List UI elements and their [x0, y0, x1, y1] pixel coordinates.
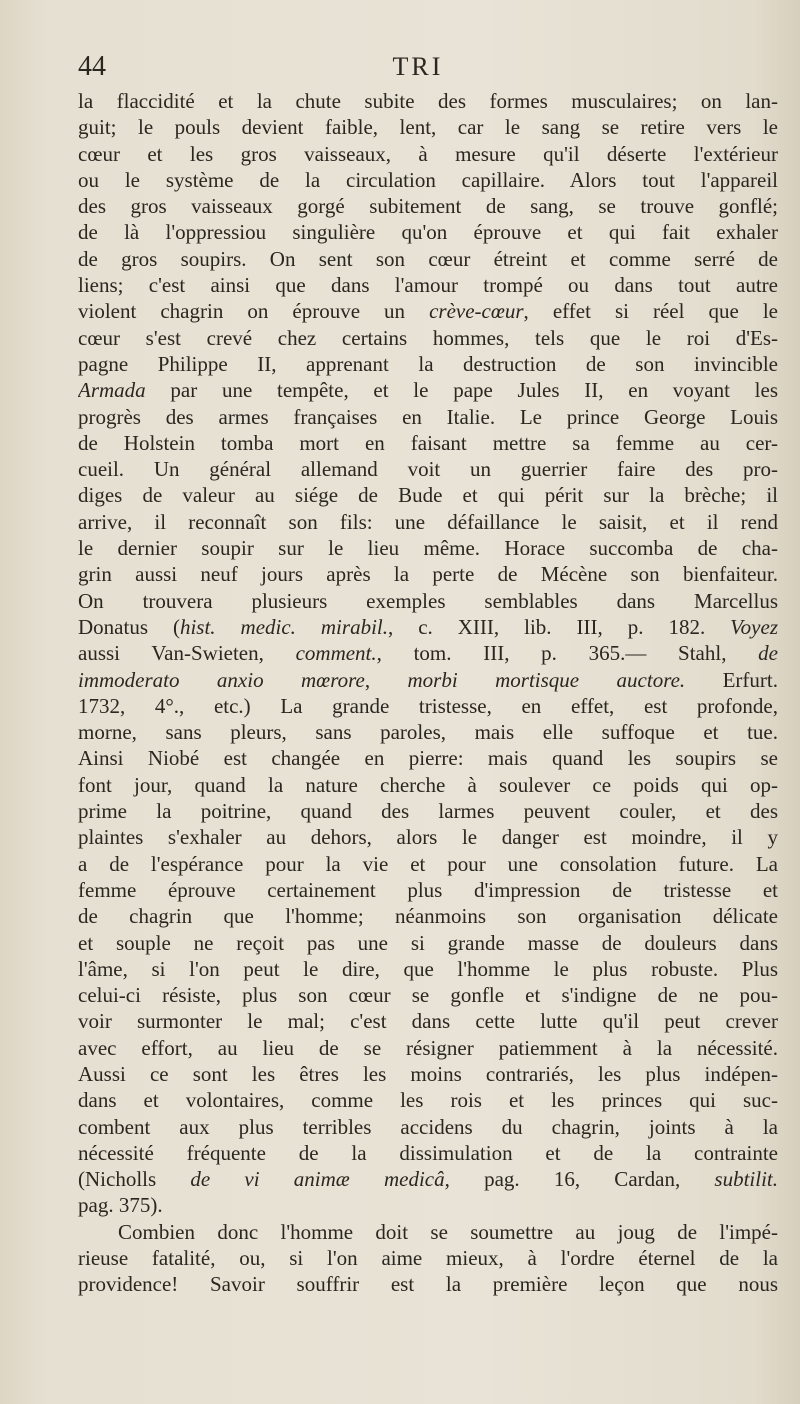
text-line [78, 719, 778, 745]
text-segment: , [364, 667, 408, 692]
text-line [78, 377, 778, 403]
text-line [78, 1140, 778, 1166]
text-segment: le dernier soupir sur le lieu même. Horace succomba de cha- [78, 536, 778, 561]
text-line [78, 167, 778, 193]
text-segment: voir surmonter le mal; c'est dans cette lutte qu'il peut crever [78, 1009, 778, 1034]
text-line [78, 1219, 778, 1245]
text-line [78, 351, 778, 377]
text-segment: grin aussi neuf jours après la perte de Mécène son bienfaiteur. [78, 562, 778, 587]
text-segment: combent aux plus terribles accidens du chagrin, joints à la [78, 1114, 778, 1139]
text-segment: femme éprouve certainement plus d'impression de tristesse et [78, 877, 778, 902]
text-line [78, 298, 778, 324]
text-line [78, 851, 778, 877]
text-line [78, 588, 778, 614]
text-line [78, 114, 778, 140]
italic-text: Voyez [730, 614, 778, 639]
text-line [78, 246, 778, 272]
text-segment: (Nicholls [78, 1167, 191, 1192]
text-line [78, 219, 778, 245]
text-line [78, 430, 778, 456]
text-segment: Ainsi Niobé est changée en pierre: mais quand les soupirs se [78, 746, 778, 771]
text-line [78, 1008, 778, 1034]
text-segment: cœur s'est crevé chez certains hommes, tels que le roi d'Es- [78, 325, 778, 350]
text-line [78, 667, 778, 693]
text-segment: diges de valeur au siége de Bude et qui périt sur la brèche; il [78, 483, 778, 508]
text-segment: Aussi ce sont les êtres les moins contrariés, les plus indépen- [78, 1061, 778, 1086]
text-segment: de gros soupirs. On sent son cœur étreint et comme serré de [78, 246, 778, 271]
text-segment: la flaccidité et la chute subite des formes musculaires; on lan- [78, 89, 778, 113]
text-line [78, 930, 778, 956]
text-segment: On trouvera plusieurs exemples semblables dans Marcellus [78, 588, 778, 613]
text-line [78, 1035, 778, 1061]
text-segment: , pag. 16, Cardan, [444, 1167, 715, 1192]
italic-text: Armada [78, 378, 146, 403]
text-line [78, 272, 778, 298]
page-header [78, 50, 758, 84]
text-segment: liens; c'est ainsi que dans l'amour trompé ou dans tout autre [78, 273, 778, 298]
italic-text: morbi mortisque auctore. [407, 667, 686, 692]
text-segment: , effet si réel que le [523, 299, 778, 324]
text-segment: de là l'oppressiou singulière qu'on éprouve et qui fait exhaler [78, 220, 778, 245]
text-segment: 1732, 4°., etc.) La grande tristesse, en effet, est profonde, [78, 693, 778, 718]
text-line [78, 640, 778, 666]
text-segment: violent chagrin on éprouve un [78, 299, 430, 324]
text-segment: cueil. Un général allemand voit un guerrier faire des pro- [78, 457, 778, 482]
text-segment: progrès des armes françaises en Italie. Le prince George Louis [78, 404, 778, 429]
text-line [78, 535, 778, 561]
text-line [78, 772, 778, 798]
running-head: TRI [392, 52, 444, 81]
text-segment: prime la poitrine, quand des larmes peuvent couler, et des [78, 799, 778, 824]
text-line [78, 1061, 778, 1087]
text-segment: arrive, il reconnaît son fils: une défaillance le saisit, et il rend [78, 509, 778, 534]
text-segment: guit; le pouls devient faible, lent, car le sang se retire vers le [78, 115, 778, 140]
italic-text: de vi animæ medicâ [190, 1167, 445, 1192]
text-segment: nécessité fréquente de la dissimulation et de la contrainte [78, 1140, 778, 1165]
italic-text: subtilit. [714, 1167, 778, 1192]
text-segment: aussi Van-Swieten, [78, 641, 296, 666]
text-line [78, 903, 778, 929]
text-segment: des gros vaisseaux gorgé subitement de sang, se trouve gonflé; [78, 194, 778, 219]
text-line [78, 1087, 778, 1113]
text-line [78, 482, 778, 508]
text-line [78, 193, 778, 219]
text-line [78, 1271, 778, 1297]
text-line [78, 1114, 778, 1140]
italic-text: crève-cœur [429, 299, 524, 324]
text-segment: Erfurt. [685, 667, 778, 692]
text-line [78, 877, 778, 903]
text-segment: de chagrin que l'homme; néanmoins son organisation délicate [78, 904, 778, 929]
body-text [78, 88, 778, 1298]
text-segment: Combien donc l'homme doit se soumettre au joug de l'impé- [118, 1219, 778, 1244]
text-segment: avec effort, au lieu de se résigner patiemment à la nécessité. [78, 1035, 778, 1060]
text-line [78, 745, 778, 771]
text-segment: rieuse fatalité, ou, si l'on aime mieux, à l'ordre éternel de la [78, 1246, 778, 1271]
text-line [78, 509, 778, 535]
text-line [78, 325, 778, 351]
text-line [78, 824, 778, 850]
text-line [78, 1166, 778, 1192]
text-segment: pag. 375). [78, 1193, 163, 1218]
italic-text: comment. [295, 641, 377, 666]
text-line [78, 141, 778, 167]
text-line [78, 561, 778, 587]
text-segment: , c. XIII, lib. III, p. 182. [388, 614, 731, 639]
text-segment: de Holstein tomba mort en faisant mettre sa femme au cer- [78, 430, 778, 455]
text-line [78, 88, 778, 114]
text-segment: l'âme, si l'on peut le dire, que l'homme le plus robuste. Plus [78, 956, 778, 981]
text-segment: Donatus ( [78, 614, 180, 639]
text-segment: pagne Philippe II, apprenant la destruction de son invincible [78, 351, 778, 376]
text-segment: dans et volontaires, comme les rois et les princes qui suc- [78, 1088, 778, 1113]
text-line [78, 1192, 778, 1218]
text-segment: font jour, quand la nature cherche à soulever ce poids qui op- [78, 772, 778, 797]
text-line [78, 982, 778, 1008]
text-line [78, 956, 778, 982]
italic-text: immoderato anxio mœrore [78, 667, 365, 692]
text-line [78, 614, 778, 640]
text-line [78, 693, 778, 719]
text-segment: plaintes s'exhaler au dehors, alors le danger est moindre, il y [78, 825, 778, 850]
text-segment: celui-ci résiste, plus son cœur se gonfle et s'indigne de ne pou- [78, 983, 778, 1008]
text-segment: providence! Savoir souffrir est la première leçon que nous [78, 1272, 778, 1297]
text-segment: par une tempête, et le pape Jules II, en voyant les [145, 378, 778, 403]
text-line [78, 404, 778, 430]
text-segment: a de l'espérance pour la vie et pour une consolation future. La [78, 851, 778, 876]
text-segment: , tom. III, p. 365.— Stahl, [376, 641, 759, 666]
text-line [78, 1245, 778, 1271]
text-line [78, 798, 778, 824]
page-number: 44 [78, 51, 106, 82]
text-line [78, 456, 778, 482]
text-segment: cœur et les gros vaisseaux, à mesure qu'il déserte l'extérieur [78, 141, 778, 166]
text-segment: et souple ne reçoit pas une si grande masse de douleurs dans [78, 930, 778, 955]
italic-text: hist. medic. mirabil. [179, 614, 388, 639]
text-segment: morne, sans pleurs, sans paroles, mais elle suffoque et tue. [78, 720, 778, 745]
text-segment: ou le système de la circulation capillaire. Alors tout l'appareil [78, 167, 778, 192]
italic-text: de [758, 641, 778, 666]
